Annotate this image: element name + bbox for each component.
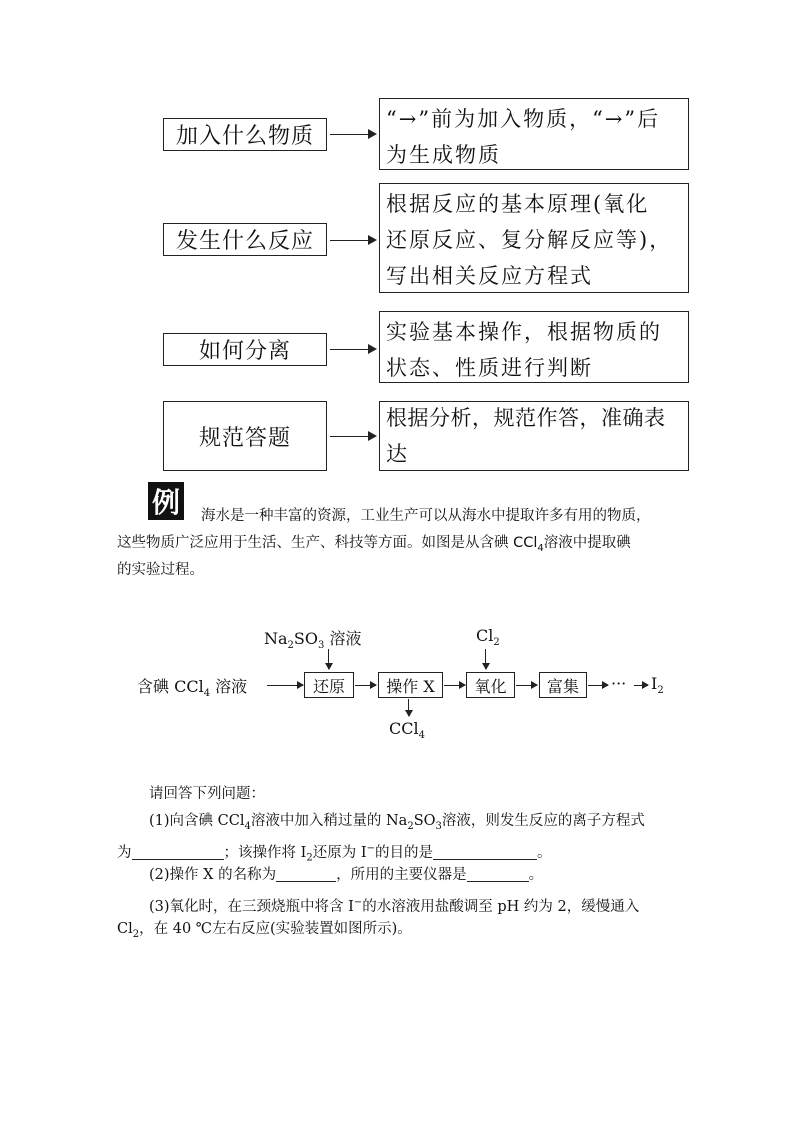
answer-blank[interactable] bbox=[132, 843, 224, 860]
arrow-icon bbox=[267, 685, 303, 686]
text: ；该操作将 I bbox=[223, 844, 307, 861]
step-operation-x-box bbox=[378, 672, 443, 698]
subscript: 2 bbox=[657, 685, 664, 697]
step-enrich-box bbox=[539, 672, 587, 698]
text: 。 bbox=[528, 867, 544, 883]
subscript: 3 bbox=[435, 820, 442, 832]
answer-blank[interactable] bbox=[433, 843, 537, 860]
arrow-down-icon bbox=[328, 649, 329, 669]
desc-line: 状态、性质进行判断 bbox=[386, 356, 593, 380]
step-label: 操作 X bbox=[386, 676, 435, 696]
subscript: 4 bbox=[203, 688, 211, 700]
diagram-start-label bbox=[137, 674, 247, 699]
desc-box-answer bbox=[379, 401, 689, 471]
step-label: 加入什么物质 bbox=[175, 124, 314, 149]
text: 的水溶液用盐酸调至 pH 约为 2，缓慢通入 bbox=[362, 898, 640, 915]
text: ，在 40 ℃左右反应(实验装置如图所示)。 bbox=[139, 921, 412, 937]
subscript: 2 bbox=[287, 640, 294, 652]
superscript: − bbox=[353, 897, 363, 908]
text: SO bbox=[293, 629, 318, 648]
arrow-icon bbox=[516, 685, 537, 686]
arrow-icon bbox=[588, 685, 608, 686]
desc-line: 实验基本操作，根据物质的 bbox=[386, 320, 662, 344]
arrow-icon bbox=[355, 685, 376, 686]
text: 为 bbox=[117, 844, 132, 861]
example-intro-line-1 bbox=[201, 503, 651, 530]
desc-line: “→”前为加入物质，“→”后 bbox=[386, 107, 661, 131]
desc-box-reaction bbox=[379, 183, 689, 293]
step-box-answer bbox=[163, 401, 327, 471]
desc-line: 根据反应的基本原理(氧化 bbox=[386, 192, 650, 216]
subscript: 2 bbox=[132, 928, 140, 940]
step-box-add-substance bbox=[163, 118, 327, 151]
arrow-icon bbox=[330, 436, 375, 437]
intro-text: 溶液中提取碘 bbox=[543, 535, 631, 551]
subscript: 2 bbox=[306, 852, 313, 864]
intro-text: 这些物质广泛应用于生活、生产、科技等方面。如图是从含碘 CCl bbox=[117, 535, 538, 551]
step-label: 还原 bbox=[312, 676, 345, 696]
desc-line: 写出相关反应方程式 bbox=[386, 264, 593, 288]
step-oxidize-box bbox=[466, 672, 515, 698]
example-badge: 例 bbox=[148, 482, 184, 520]
text: 溶液，则发生反应的离子方程式 bbox=[441, 813, 645, 829]
answer-blank[interactable] bbox=[467, 865, 529, 882]
arrow-icon bbox=[444, 685, 465, 686]
answer-blank[interactable] bbox=[276, 865, 336, 882]
desc-line: 根据分析，规范作答，准确表达 bbox=[386, 406, 666, 466]
subscript: 2 bbox=[493, 637, 500, 649]
question-3-line-2 bbox=[117, 916, 412, 948]
step-box-separation bbox=[163, 333, 327, 366]
text: 溶液中加入稍过量的 Na bbox=[250, 813, 408, 829]
subscript: 4 bbox=[418, 730, 425, 742]
arrow-icon bbox=[330, 134, 375, 135]
text: Na bbox=[264, 629, 288, 648]
text: Cl bbox=[117, 921, 133, 937]
question-2 bbox=[149, 862, 543, 889]
step-box-reaction bbox=[163, 223, 327, 256]
text: (3)氧化时，在三颈烧瓶中将含 I bbox=[149, 898, 354, 915]
intro-text: 海水是一种丰富的资源，工业生产可以从海水中提取许多有用的物质， bbox=[201, 508, 651, 524]
subscript: 3 bbox=[318, 640, 325, 652]
example-intro-line-3 bbox=[117, 557, 204, 584]
questions-prompt bbox=[149, 781, 265, 808]
arrow-down-icon bbox=[485, 649, 486, 669]
desc-line: 为生成物质 bbox=[386, 143, 501, 167]
text: 含碘 CCl bbox=[137, 677, 204, 696]
subscript: 4 bbox=[537, 542, 544, 554]
text: 溶液 bbox=[210, 677, 248, 696]
step-label: 如何分离 bbox=[198, 339, 291, 364]
arrow-icon bbox=[634, 685, 648, 686]
text: 。 bbox=[536, 844, 552, 861]
reagent-label-na2so3 bbox=[264, 626, 361, 651]
step-label: 氧化 bbox=[474, 676, 507, 696]
desc-box-add-substance bbox=[379, 98, 689, 170]
text: 还原为 I bbox=[312, 844, 367, 861]
desc-box-separation bbox=[379, 311, 689, 383]
text: CCl bbox=[389, 719, 419, 738]
reagent-label-cl2 bbox=[476, 626, 500, 648]
text: 溶液 bbox=[324, 629, 362, 648]
end-label-i2 bbox=[651, 674, 664, 696]
arrow-icon bbox=[330, 240, 375, 241]
text: I bbox=[651, 674, 658, 693]
subscript: 2 bbox=[407, 820, 414, 832]
subscript: 4 bbox=[244, 820, 251, 832]
text: ，所用的主要仪器是 bbox=[336, 867, 467, 883]
text: 的目的是 bbox=[374, 844, 433, 861]
text: 请回答下列问题： bbox=[149, 786, 265, 802]
step-label: 发生什么反应 bbox=[175, 229, 314, 254]
desc-line: 还原反应、复分解反应等)， bbox=[386, 228, 673, 252]
step-reduce-box bbox=[304, 672, 354, 698]
arrow-icon bbox=[330, 349, 375, 350]
step-label: 规范答题 bbox=[198, 425, 291, 451]
ellipsis: ··· bbox=[611, 674, 627, 693]
text: SO bbox=[413, 813, 436, 829]
arrow-down-icon bbox=[408, 699, 409, 716]
text: (2)操作 X 的名称为 bbox=[149, 867, 277, 883]
text: (1)向含碘 CCl bbox=[149, 813, 245, 829]
intro-text: 的实验过程。 bbox=[117, 562, 204, 578]
output-label-ccl4 bbox=[389, 719, 425, 741]
text: Cl bbox=[476, 626, 494, 645]
step-label: 富集 bbox=[546, 676, 579, 696]
superscript: − bbox=[366, 843, 375, 854]
